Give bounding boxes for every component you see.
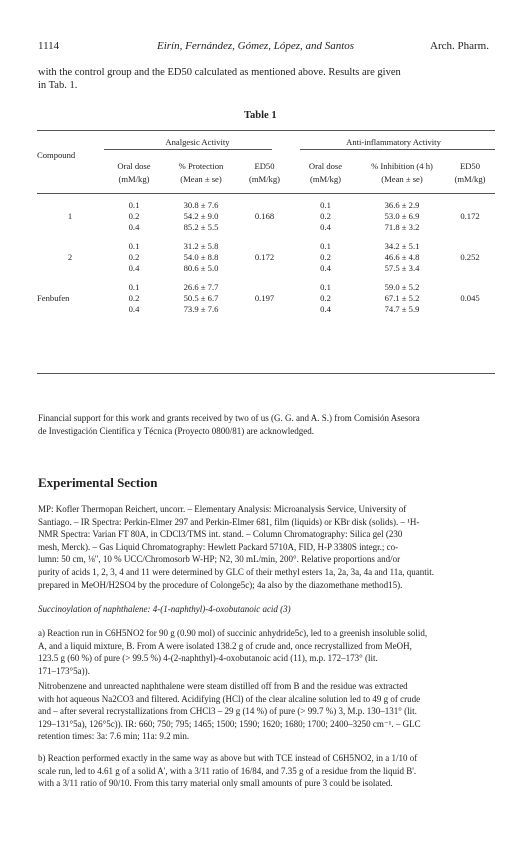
methods-line: purity of acids 1, 2, 3, 4 and 11 were determined by GLC of their methyl esters 1a, 2a, 3a, 4a and 11a, quantit. [38,566,434,577]
table-cell: 0.172 [254,251,275,262]
subheader: Oral dose [308,160,343,171]
subheader: Oral dose [117,160,151,171]
analgesic-group-header: Analgesic Activity [165,137,230,147]
table-cell [445,303,495,314]
table-cell: 0.4 [128,262,140,273]
methods-paragraph [38,503,500,591]
page-number: 1114 [38,40,60,52]
table-cell [445,221,495,232]
paragraph-line: retention times: 3a: 7.6 min; 11a: 9.2 min. [38,731,190,742]
paragraph-line: A, and a liquid mixture, B. From A were isolated 138.2 g of crude and, once recrystallized from MeOH, [38,640,412,651]
methods-line: NMR Spectra: Varian FT 80A, in CDCl3/TMS int. stand. – Column Chromatography: Silica gel (230 [38,529,403,540]
subheader: ED50 [254,160,275,171]
paragraph-line: with a 3/11 ratio of 90/10. From this tarry material only small amounts of pure 3 could be isolated. [38,778,393,789]
table-cell: 0.045 [460,292,480,303]
paragraph-line: b) Reaction performed exactly in the same way as above but with TCE instead of C6H5NO2, in a 1/10 of [38,753,418,763]
table-row [37,303,495,314]
table-cell: 0.2 [320,210,331,221]
section-title: Experimental Section [38,475,158,490]
subheader: (mM/kg) [248,174,281,184]
table-cell: 0.1 [128,199,140,210]
paragraph-line: 129–131°5a), 126°5c)). IR: 660; 750; 795; 1465; 1500; 1590; 1620; 1680; 1700; 2400–3250 cm⁻¹. – GLC [38,718,421,729]
table-cell: 0.168 [254,210,275,221]
subheader: ED50 [459,160,481,171]
paragraph-a [38,627,500,677]
compound-header: Compound [37,149,76,160]
table-cell: 0.172 [460,210,480,221]
table-cell: 30.8 ± 7.6 [183,199,219,210]
table-row [37,281,495,292]
table-cell: 36.6 ± 2.9 [384,199,420,210]
table-cell: 0.1 [320,199,331,210]
table-row [37,199,495,210]
methods-line: mesh, Merck). – Gas Liquid Chromatography: Hewlett Packard 5710A, FID, H-P 3380S integr.; co- [38,541,399,552]
intro-line-1: with the control group and the ED50 calculated as mentioned above. Results are given [38,67,401,78]
table-top-rule [37,130,495,131]
table-cell [237,199,292,210]
table-row [37,240,495,251]
table-cell: 0.197 [254,292,275,303]
table-cell: 54.2 ± 9.0 [183,210,219,221]
table-subheader-row-1 [37,160,495,171]
compound-name: 2 [67,251,73,262]
subheader: (mM/kg) [118,174,150,184]
paragraph-b [38,752,500,790]
table-cell: 85.2 ± 5.5 [183,221,219,232]
table-cell: 0.1 [320,281,331,292]
paragraph-line: scale run, led to 4.61 g of a solid A', with a 3/11 ratio of 16/84, and 7.35 g of a residue from the liquid B'. [38,765,417,776]
table-cell: 80.6 ± 5.0 [183,262,219,273]
methods-line: lumn: 50 cm, ⅛", 10 % UCC/Chromosorb W-HP; N2, 30 mL/min, 200°. Relative proportions and/or [38,554,401,565]
subheader: (Mean ± se) [180,174,222,184]
table-cell: 0.1 [320,240,331,251]
subheader: % Protection [178,160,224,171]
paragraph-line: a) Reaction run in C6H5NO2 for 90 g (0.90 mol) of succinic anhydride5c), led to a greenish insoluble solid, [38,628,428,638]
table-row [37,262,495,273]
table-cell: 0.2 [128,292,140,303]
table-cell: 73.9 ± 7.6 [183,303,219,314]
acknowledgement-line: de Investigación Científica y Técnica (Proyecto 0800/81) are acknowledged. [38,425,314,436]
table-cell: 59.0 ± 5.2 [384,281,420,292]
table-row [37,221,495,232]
table-row [37,251,495,262]
intro-line-2: in Tab. 1. [38,80,78,91]
table-row [37,210,495,221]
table-cell: 71.8 ± 3.2 [384,221,420,232]
results-table [37,135,495,314]
table-cell: 0.2 [320,251,331,262]
paragraph-line: Nitrobenzene and unreacted naphthalene were steam distilled off from B and the residue was extracted [38,681,408,691]
table-cell [445,262,495,273]
subheader: (mM/kg) [309,174,342,184]
table-cell: 0.2 [128,210,140,221]
table-cell: 0.4 [128,303,140,314]
table-cell: 0.2 [320,292,331,303]
table-row [37,292,495,303]
running-header-authors: Eirín, Fernández, Gómez, López, and Santos [157,40,355,52]
subheader: % Inhibition (4 h) [371,160,433,171]
table-cell: 54.0 ± 8.8 [183,251,219,262]
paragraph-line: 171–173°5a)). [38,665,90,676]
acknowledgement-line: Financial support for this work and grants received by two of us (G. G. and A. S.) from Comisión Asesora [38,413,420,423]
table-cell: 0.4 [320,262,331,273]
acknowledgement [38,412,498,437]
table-cell: 57.5 ± 3.4 [384,262,420,273]
subheader: (mM/kg) [454,174,486,184]
table-title: Table 1 [244,110,277,121]
table-cell [445,240,495,251]
table-cell [445,281,495,292]
running-header-journal: Arch. Pharm. [430,40,489,52]
table-subheader-row-2 [37,171,495,187]
table-cell [237,221,292,232]
table-cell: 0.2 [128,251,140,262]
table-cell [237,281,292,292]
paragraph-line: 123.5 g (60 %) of pure (> 99.5 %) 4-(2-naphthyl)-4-oxobutanoic acid (11), m.p. 172–173° (lit. [38,653,378,664]
subsection-heading: Succinoylation of naphthalene: 4-(1-naphthyl)-4-oxobutanoic acid (3) [38,604,291,614]
table-cell [237,262,292,273]
table-cell: 34.2 ± 5.1 [384,240,420,251]
table-cell [445,199,495,210]
intro-paragraph [38,66,498,92]
paragraph-nitrobenzene [38,680,500,743]
methods-line: MP: Kofler Thermopan Reichert, uncorr. – Elementary Analysis: Microanalysis Service, University of [38,504,407,514]
methods-line: Santiago. – IR Spectra: Perkin-Elmer 297 and Perkin-Elmer 681, film (liquids) or KBr disk (solids). – ¹H- [38,516,420,527]
table-cell: 26.6 ± 7.7 [183,281,219,292]
methods-line: prepared in MeOH/H2SO4 by the procedure of Colonge5c); 4a also by the diazomethane method15). [38,579,403,590]
table-bottom-rule [37,373,495,374]
table-cell: 0.4 [320,303,331,314]
table-cell: 67.1 ± 5.2 [384,292,420,303]
table-cell: 46.6 ± 4.8 [384,251,420,262]
table-cell: 0.1 [128,281,140,292]
table-cell: 0.4 [320,221,331,232]
table-group-header-row [37,135,495,149]
table-cell: 0.4 [128,221,140,232]
table-cell: 0.1 [128,240,140,251]
paragraph-line: and – after several recrystallizations from CHCl3 – 29 g (14 %) of pure (> 99.7 %) 3, M.p. 130–131° (lit. [38,706,417,717]
table-cell: 53.0 ± 6.9 [384,210,420,221]
table-cell [237,303,292,314]
table-cell: 0.252 [460,251,480,262]
subheader: (Mean ± se) [381,174,423,184]
table-cell: 50.5 ± 6.7 [183,292,219,303]
compound-name: 1 [67,210,73,221]
compound-name: Fenbufen [37,292,70,303]
antiinflammatory-group-header: Anti-inflammatory Activity [346,137,441,147]
paragraph-line: with hot aqueous Na2CO3 and filtered. Acidifying (HCl) of the clear alcaline solution led to 49 g of crude [38,693,421,704]
table-cell: 31.2 ± 5.8 [183,240,219,251]
table-cell: 74.7 ± 5.9 [384,303,420,314]
table-cell [237,240,292,251]
